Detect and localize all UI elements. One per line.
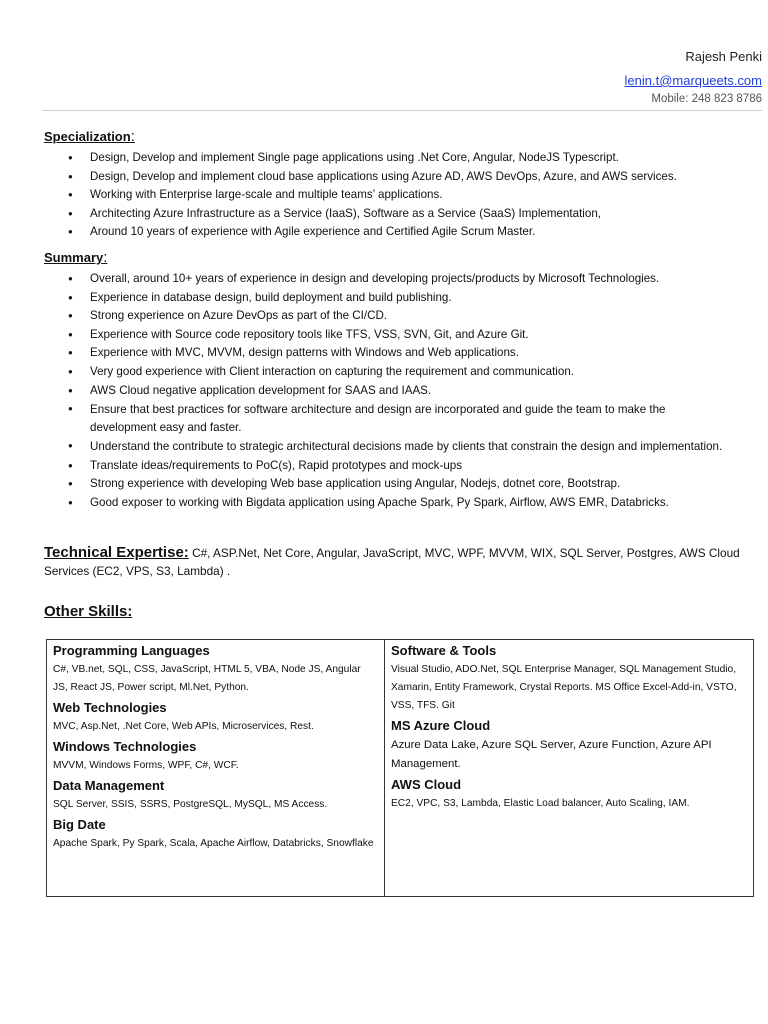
list-item: ● Experience with Source code repository tools like TFS, VSS, SVN, Git, and Azure Git. [62,326,732,345]
category-body: Apache Spark, Py Spark, Scala, Apache Airflow, Databricks, Snowflake [53,838,374,849]
list-item: ● Experience with MVC, MVVM, design patterns with Windows and Web applications. [62,344,732,363]
category-body: Visual Studio, ADO.Net, SQL Enterprise Manager, SQL Management Studio, Xamarin, Entity Framework, Crystal Reports. MS Office Excel-Add-in, VSTO, VSS, TFS. Git [391,664,737,711]
list-item: ● Design, Develop and implement cloud base applications using Azure AD, AWS DevOps, Azure, and AWS services. [62,168,732,187]
category-title: Big Date [53,817,106,832]
contact-header [625,48,762,106]
category-body: EC2, VPC, S3, Lambda, Elastic Load balancer, Auto Scaling, IAM. [391,798,690,809]
mobile-number: Mobile: 248 823 8786 [651,93,762,105]
skills-right-column [385,640,753,896]
list-item: ● Working with Enterprise large-scale and multiple teams’ applications. [62,186,732,205]
header-divider [42,110,762,111]
candidate-name: Rajesh Penki [685,49,762,64]
list-item: ● AWS Cloud negative application development for SAAS and IAAS. [62,382,732,401]
list-item: ● Very good experience with Client interaction on capturing the requirement and communication. [62,363,732,382]
list-item: ● Strong experience on Azure DevOps as part of the CI/CD. [62,307,732,326]
list-item: ● Around 10 years of experience with Agile experience and Certified Agile Scrum Master. [62,223,732,242]
category-title: Software & Tools [391,643,497,658]
technical-expertise [44,544,754,580]
category-title: Web Technologies [53,700,167,715]
list-item: ● Understand the contribute to strategic architectural decisions made by clients that constrain the design and implementation. [62,437,732,457]
specialization-heading: Specialization: [44,128,135,145]
list-item: ● Experience in database design, build deployment and build publishing. [62,289,732,308]
list-item: ● Architecting Azure Infrastructure as a Service (IaaS), Software as a Service (SaaS) Implementation, [62,205,732,224]
category-title: Data Management [53,778,165,793]
summary-heading: Summary: [44,249,108,266]
category-title: MS Azure Cloud [391,718,491,733]
other-skills-heading: Other Skills: [44,603,133,620]
category-title: Windows Technologies [53,739,197,754]
skills-table [46,639,754,897]
category-body: MVVM, Windows Forms, WPF, C#, WCF. [53,760,239,771]
category-body: Azure Data Lake, Azure SQL Server, Azure Function, Azure API Management. [391,739,712,770]
technical-expertise-text: C#, ASP.Net, Net Core, Angular, JavaScript, MVC, WPF, MVVM, WIX, SQL Server, Postgres, AWS Cloud Services (EC2, VPS, S3, Lambda) . [44,546,740,578]
email-link[interactable]: lenin.t@marqueets.com [624,73,762,88]
skills-left-column [47,640,385,896]
category-body: MVC, Asp.Net, .Net Core, Web APIs, Microservices, Rest. [53,721,314,732]
list-item: ● Design, Develop and implement Single page applications using .Net Core, Angular, NodeJS Typescript. [62,149,732,168]
category-title: AWS Cloud [391,777,462,792]
list-item: ● Overall, around 10+ years of experience in design and developing projects/products by Microsoft Technologies. [62,270,732,289]
category-body: SQL Server, SSIS, SSRS, PostgreSQL, MySQL, MS Access. [53,799,328,810]
technical-expertise-heading: Technical Expertise: [44,544,189,561]
category-body: C#, VB.net, SQL, CSS, JavaScript, HTML 5, VBA, Node JS, Angular JS, React JS, Power script, Ml.Net, Python. [53,664,361,693]
list-item: ● Ensure that best practices for software architecture and design are incorporated and guide the team to make the development easy and faster. [62,400,732,437]
category-title: Programming Languages [53,643,210,658]
summary-list [62,270,732,512]
specialization-list [62,149,732,242]
list-item: ● Translate ideas/requirements to PoC(s), Rapid prototypes and mock-ups [62,457,732,476]
list-item: ● Good exposer to working with Bigdata application using Apache Spark, Py Spark, Airflow, AWS EMR, Databricks. [62,494,732,513]
list-item: ● Strong experience with developing Web base application using Angular, Nodejs, dotnet core, Bootstrap. [62,475,732,494]
